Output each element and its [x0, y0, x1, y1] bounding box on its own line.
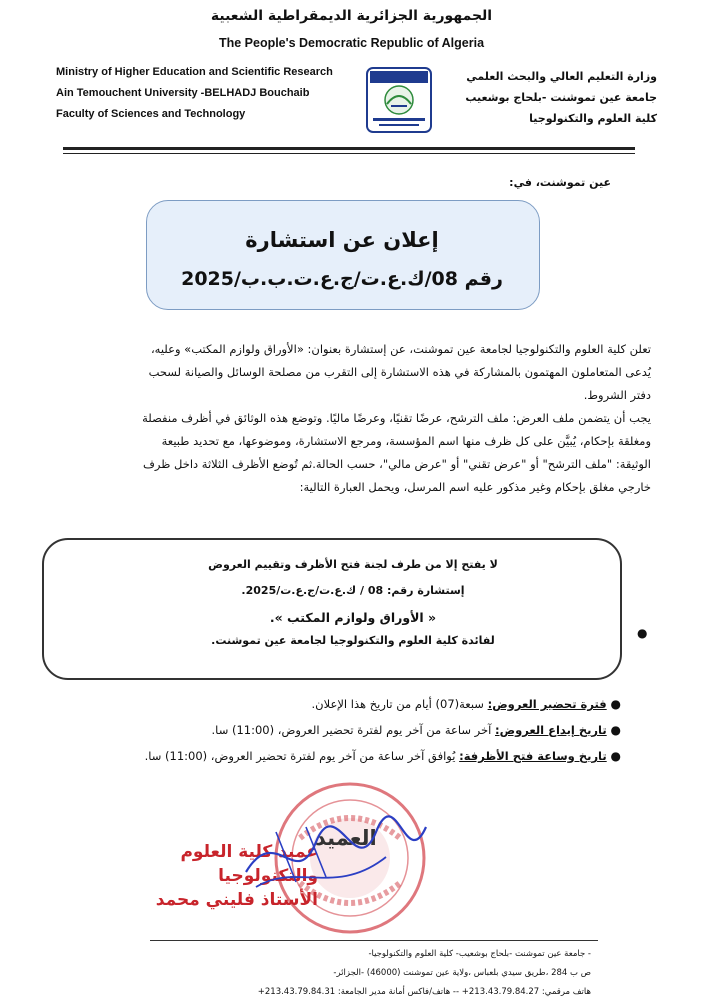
announcement-title: إعلان عن استشارة: [245, 228, 439, 252]
seal-line: عميد كلية العلوم: [180, 842, 318, 862]
bullet-icon: ●: [606, 723, 621, 737]
envelope-line-1: لا يفتح إلا من طرف لجنة فتح الأظرف وتقييم العروض: [208, 558, 498, 571]
university-ar: جامعة عين تموشنت -بلحاج بوشعيب: [465, 91, 657, 104]
schedule-label: تاريخ وساعة فتح الأظرفة:: [459, 749, 607, 763]
envelope-line-2: إستشارة رقم: 08 / ك.ع.ت/ج.ع.ت/2025.: [241, 584, 465, 597]
bullet-icon: ●: [606, 697, 621, 711]
faculty-ar: كلية العلوم والتكنولوجيا: [529, 112, 657, 125]
schedule-item: [145, 749, 621, 763]
paragraph-line: يجب أن يتضمن ملف العرض: ملف الترشح، عرضًا تقنيًا، وعرضًا ماليًا. وتوضع هذه الوثائق في أظرف منفصلة: [142, 411, 651, 425]
header-rule-thin: [63, 153, 635, 154]
place-date: عين تموشنت، في:: [509, 176, 611, 189]
country-title-arabic: الجمهورية الجزائرية الديمقراطية الشعبية: [210, 8, 493, 24]
faculty-en: Faculty of Sciences and Technology: [56, 108, 246, 120]
bullet-icon: ●: [606, 749, 621, 763]
header-right-block: [465, 66, 657, 129]
header-rule-thick: [63, 147, 635, 150]
university-en: Ain Temouchent University -BELHADJ Bouchaib: [56, 87, 310, 99]
seal-line: والتكنولوجيا: [218, 866, 318, 886]
paragraph-line: خارجي مغلق بإحكام وغير مذكور عليه اسم المرسل، ويحمل العبارة التالية:: [299, 480, 651, 494]
schedule-item: [212, 723, 621, 737]
consultation-number: رقم 08/ك.ع.ت/ج.ع.ت.ب.ب/2025: [181, 268, 503, 290]
university-logo: [365, 66, 433, 134]
header-left-block: [56, 62, 333, 125]
paragraph-requirements: [51, 407, 651, 499]
paragraph-line: ومغلقة بإحكام، يُبيَّن على كل ظرف منها اسم المؤسسة، ومرجع الاستشارة، وموضوعها، مع تحديد طبيعة: [161, 434, 651, 448]
paragraph-line: تعلن كلية العلوم والتكنولوجيا لجامعة عين تموشنت، عن إستشارة بعنوان: «الأوراق ولوازم المكتب» وعليه،: [150, 342, 651, 356]
ministry-ar: وزارة التعليم العالي والبحث العلمي: [466, 70, 657, 83]
paragraph-line: يُدعى المتعاملون المهتمون بالمشاركة في هذه الاستشارة إلى التقرب من مصلحة الوسائل والصيانة لسحب: [148, 365, 651, 379]
schedule-label: تاريخ إيداع العروض:: [495, 723, 607, 737]
ministry-en: Ministry of Higher Education and Scientific Research: [56, 66, 333, 78]
schedule-label: فترة تحضير العروض:: [487, 697, 607, 711]
title-box: [146, 200, 540, 310]
paragraph-intro: [51, 338, 651, 407]
footer-line: هاتف مرقمي: 213.43.79.84.27+ -- هاتف/فاكس أمانة مدير الجامعة: 213.43.79.84.31+: [257, 987, 591, 997]
envelope-line-4: لفائدة كلية العلوم والتكنولوجيا لجامعة عين تموشنت.: [211, 634, 495, 647]
schedule-text: يُوافق آخر ساعة من آخر يوم لفترة تحضير العروض، (11:00) سا.: [144, 749, 460, 763]
envelope-line-3: « الأوراق ولوازم المكتب ».: [269, 610, 437, 625]
schedule-text: آخر ساعة من آخر يوم لفترة تحضير العروض، (11:00) سا.: [211, 723, 495, 737]
paragraph-line: دفتر الشروط.: [583, 388, 651, 402]
footer-rule: [150, 940, 598, 941]
paragraph-line: الوثيقة: "ملف الترشح" أو "عرض تقني" أو "عرض مالي"، حسب الحالة.ثم تُوضع الأظرف الثلاثة داخل ظرف: [142, 457, 651, 471]
schedule-item: [312, 697, 621, 711]
handwritten-signature: [236, 812, 436, 902]
dean-title: العميد: [315, 826, 377, 850]
footer-line: ص ب 284 ،طريق سيدي بلعباس ،ولاية عين تموشنت (46000) -الجزائر-: [333, 968, 591, 978]
footer-line: - جامعة عين تموشنت -بلحاج بوشعيب- كلية العلوم والتكنولوجيا-: [368, 949, 591, 959]
country-title-english: The People's Democratic Republic of Algeria: [218, 36, 485, 50]
bullet-icon: ●: [637, 626, 648, 640]
seal-line: الأستاذ فليني محمد: [155, 890, 318, 910]
schedule-text: سبعة(07) أيام من تاريخ هذا الإعلان.: [311, 697, 488, 711]
